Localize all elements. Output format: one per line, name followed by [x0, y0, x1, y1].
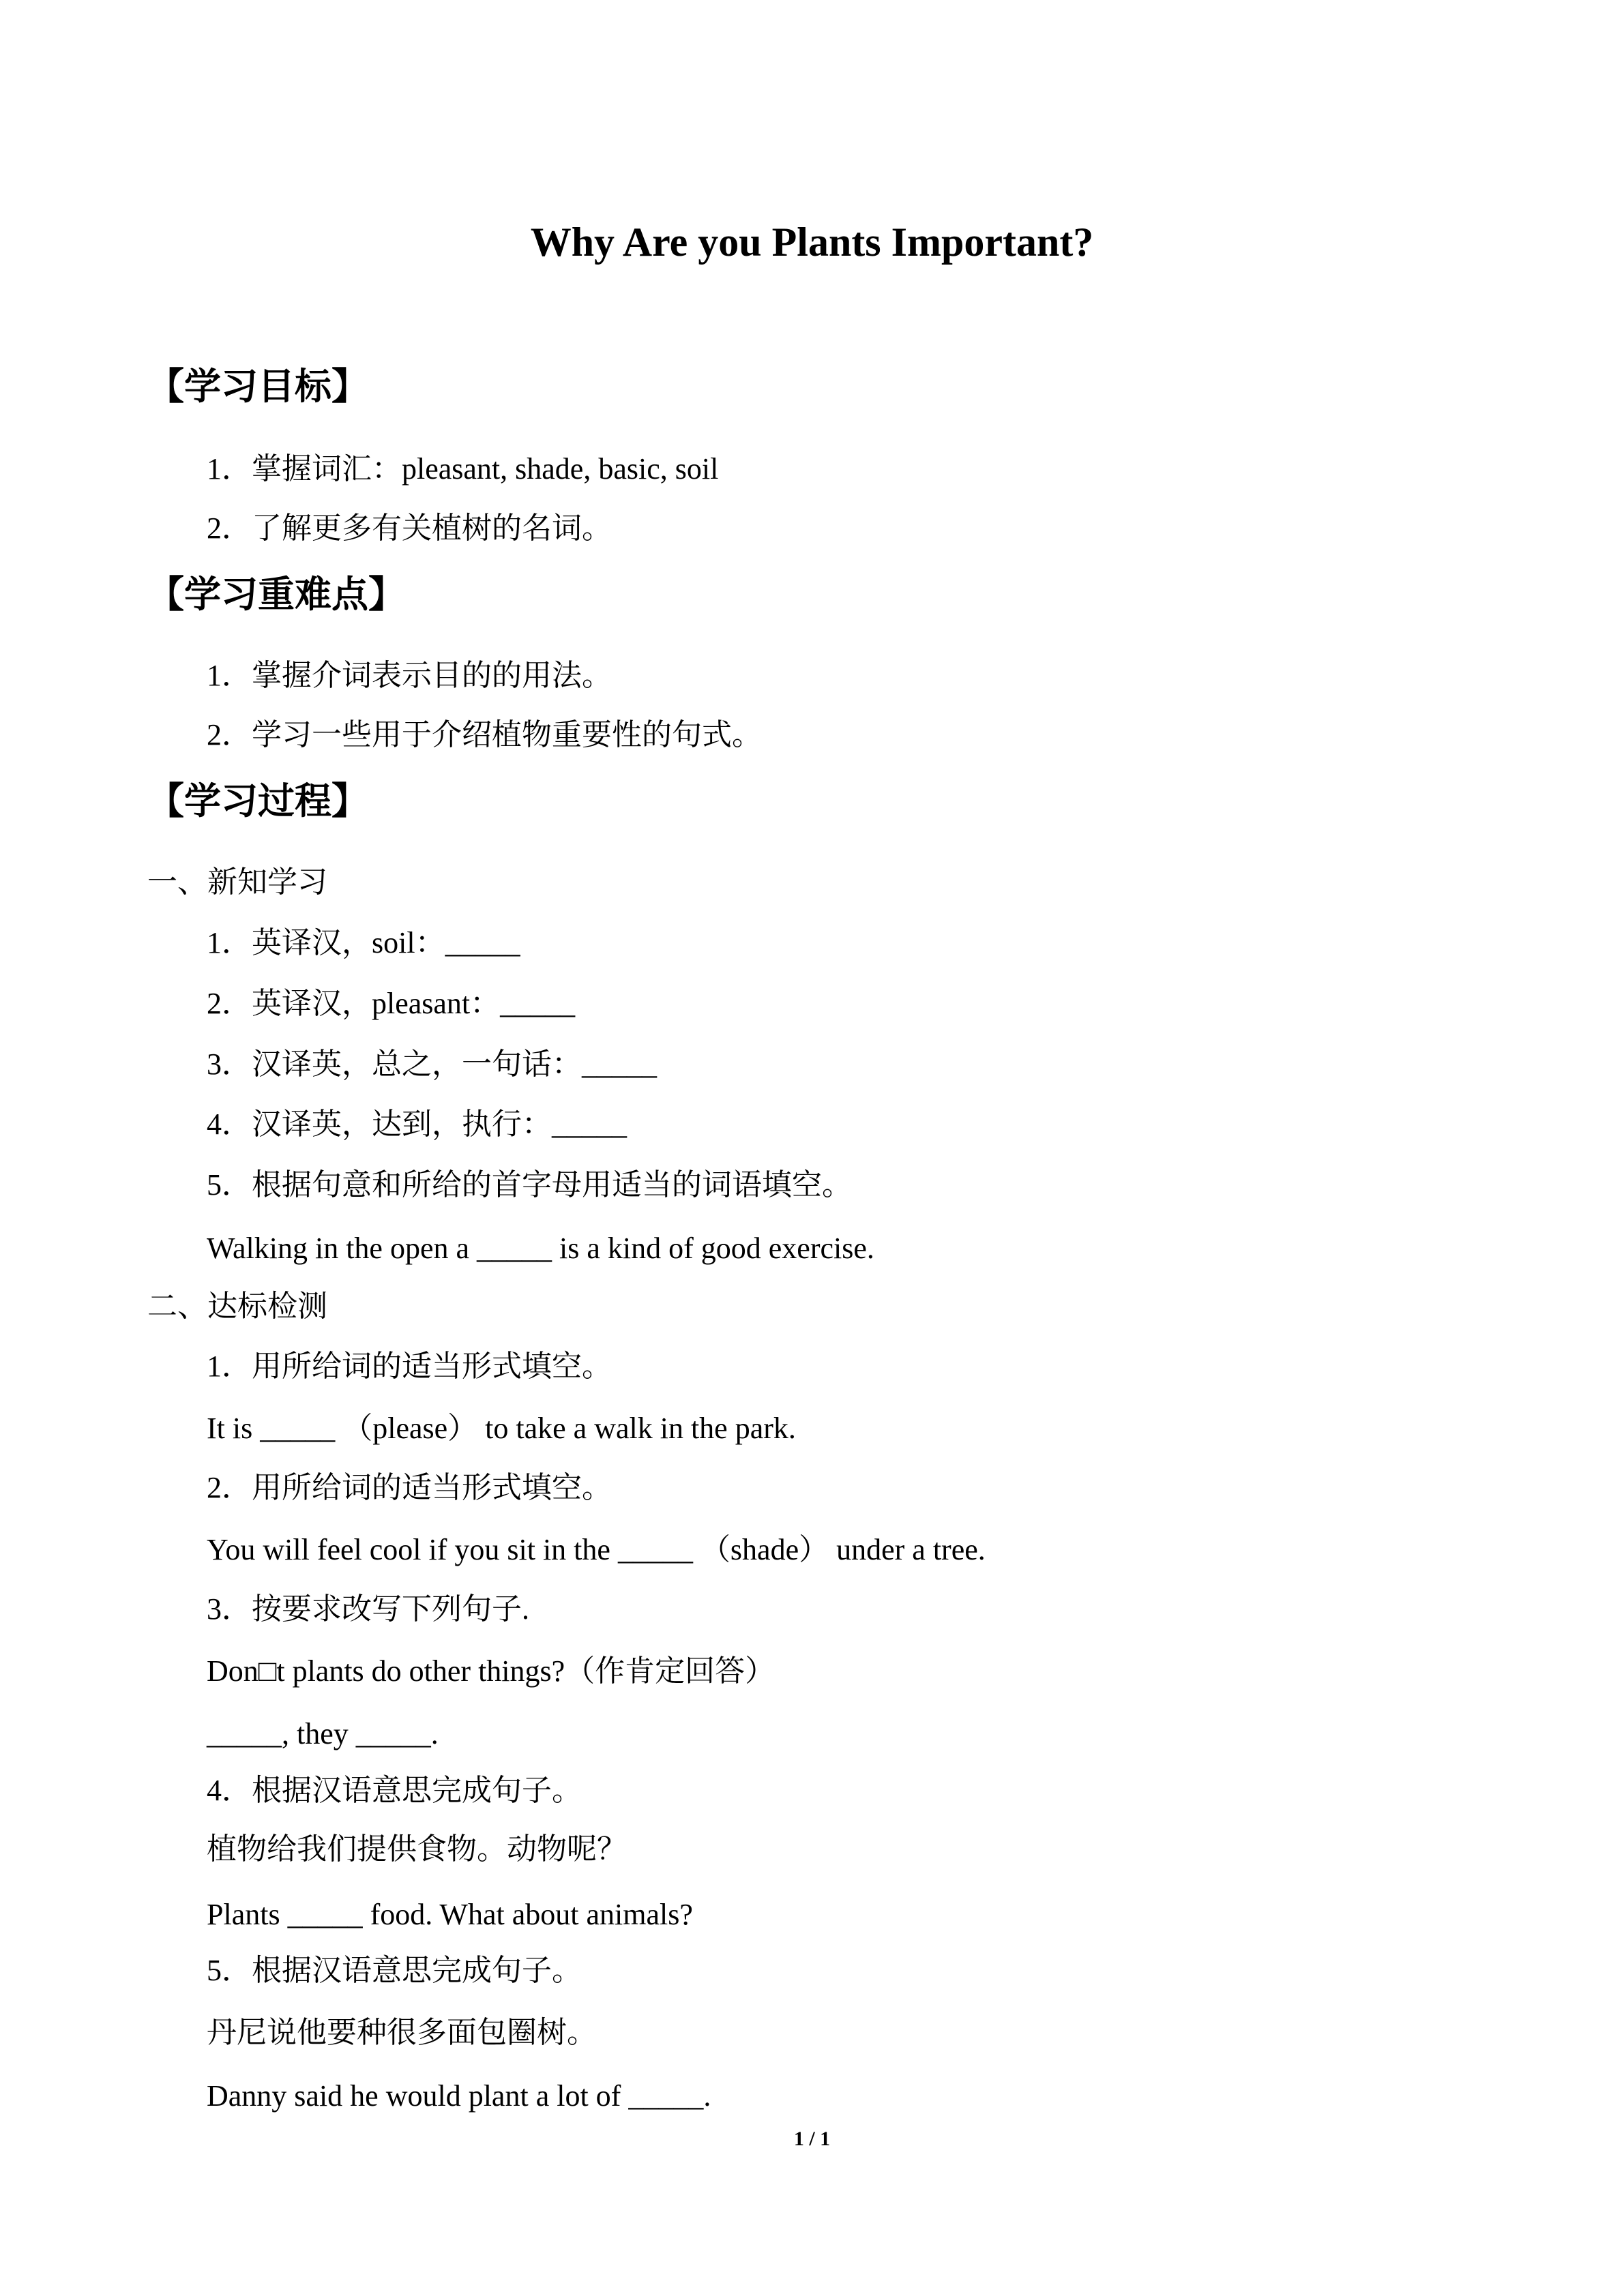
exercise-line: Danny said he would plant a lot of _____.	[207, 2079, 711, 2113]
exercise-line: Plants _____ food. What about animals?	[207, 1898, 693, 1931]
exercise-line: 2．用所给词的适当形式填空。	[207, 1471, 612, 1504]
key-point-item: 1．掌握介词表示目的的用法。	[207, 659, 612, 692]
heading-assessment: 二、达标检测	[147, 1289, 327, 1323]
page-title: Why Are you Plants Important?	[530, 220, 1094, 265]
exercise-line: 4．汉译英，达到，执行：_____	[207, 1107, 627, 1141]
key-point-item: 2．学习一些用于介绍植物重要性的句式。	[207, 718, 762, 751]
heading-process: 【学习过程】	[147, 781, 368, 822]
heading-objectives: 【学习目标】	[147, 366, 368, 407]
exercise-line: 4．根据汉语意思完成句子。	[207, 1774, 582, 1807]
page-number: 1 / 1	[793, 2128, 831, 2150]
heading-new-knowledge: 一、新知学习	[147, 865, 327, 899]
exercise-line: 2．英译汉，pleasant：_____	[207, 987, 576, 1020]
exercise-line: 丹尼说他要种很多面包圈树。	[207, 2016, 597, 2049]
exercise-line: Don□t plants do other things?（作肯定回答）	[207, 1654, 776, 1688]
exercise-line: 1．用所给词的适当形式填空。	[207, 1350, 612, 1383]
exercise-line: _____, they _____.	[207, 1717, 439, 1750]
heading-key-points: 【学习重难点】	[147, 574, 405, 615]
exercise-line: Walking in the open a _____ is a kind of good exercise.	[207, 1232, 874, 1265]
objective-item: 2．了解更多有关植树的名词。	[207, 511, 612, 545]
exercise-line: 植物给我们提供食物。动物呢？	[207, 1832, 627, 1866]
exercise-line: It is _____ （please） to take a walk in the park.	[207, 1412, 796, 1445]
exercise-line: 5．根据句意和所给的首字母用适当的词语填空。	[207, 1168, 852, 1202]
exercise-line: You will feel cool if you sit in the _____ （shade） under a tree.	[207, 1533, 986, 1566]
exercise-line: 3．汉译英，总之，一句话：_____	[207, 1047, 657, 1081]
exercise-line: 3．按要求改写下列句子.	[207, 1592, 529, 1626]
exercise-line: 1．英译汉，soil：_____	[207, 926, 520, 959]
exercise-line: 5．根据汉语意思完成句子。	[207, 1954, 582, 1987]
objective-item: 1．掌握词汇：pleasant, shade, basic, soil	[207, 452, 719, 486]
